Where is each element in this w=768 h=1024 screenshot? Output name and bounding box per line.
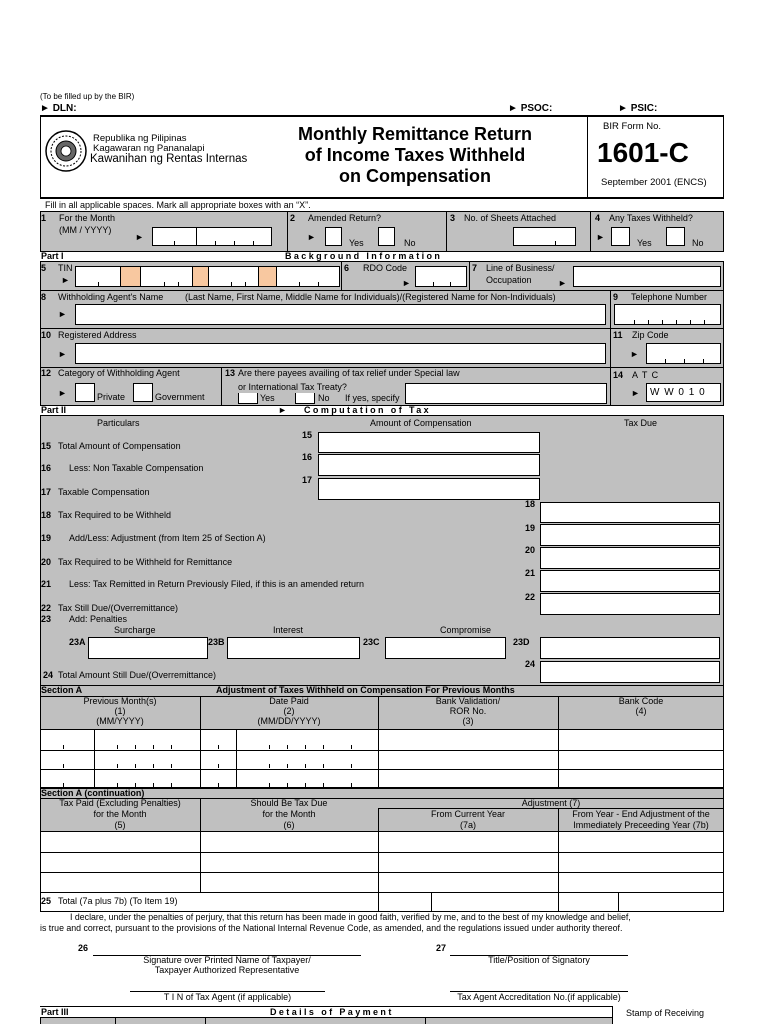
- item-number: 21: [525, 568, 536, 578]
- item19-label: Add/Less: Adjustment (from Item 25 of Section A): [69, 533, 266, 543]
- line-of-business-input[interactable]: [573, 266, 721, 287]
- table-row[interactable]: [40, 833, 724, 852]
- item-number: 20: [525, 545, 536, 555]
- item-number: 8: [41, 292, 47, 302]
- item-number: 5: [41, 263, 47, 273]
- table-row[interactable]: [40, 873, 724, 892]
- item-number: 23B: [208, 637, 225, 647]
- part1-title: Background Information: [285, 251, 443, 261]
- arrow-right-icon: ►: [278, 405, 290, 415]
- col5-subheader: for the Month: [93, 809, 147, 819]
- compromise-label: Compromise: [440, 625, 492, 635]
- item-number: 3: [450, 213, 456, 223]
- item-number: 16: [41, 463, 52, 473]
- arrow-right-icon: ►: [307, 232, 316, 242]
- if-yes-label: If yes, specify: [345, 393, 400, 403]
- agent-name-note: (Last Name, First Name, Middle Name for Individuals)/(Registered Name for Non-Individuals): [185, 292, 556, 302]
- sheets-attached-input[interactable]: [513, 227, 576, 246]
- agency-line2: Kagawaran ng Pananalapi: [93, 143, 205, 154]
- col4-header: Bank Code: [618, 696, 664, 706]
- compromise-input[interactable]: [385, 637, 506, 659]
- item15-label: Total Amount of Compensation: [58, 441, 181, 451]
- title-position-label: Title/Position of Signatory: [488, 955, 590, 965]
- arrow-right-icon: ►: [596, 232, 605, 242]
- item-number: 23: [41, 614, 52, 624]
- private-checkbox[interactable]: [75, 383, 95, 402]
- arrow-right-icon: ►: [508, 103, 518, 114]
- part2-title: [278, 406, 431, 415]
- item21-label: Less: Tax Remitted in Return Previously Filed, if this is an amended return: [69, 579, 364, 589]
- col6-subheader: for the Month: [262, 809, 316, 819]
- item-number: 14: [613, 370, 624, 380]
- col1-number: (1): [114, 706, 126, 716]
- item-number: 1: [41, 213, 47, 223]
- col4-number: (4): [635, 706, 647, 716]
- part1-label: Part I: [41, 251, 64, 261]
- arrow-right-icon: ►: [58, 349, 67, 359]
- interest-input[interactable]: [227, 637, 360, 659]
- col3-header: Bank Validation/: [435, 696, 501, 706]
- item18-label: Tax Required to be Withheld: [58, 510, 172, 520]
- item-number: 17: [302, 475, 313, 485]
- part3-title: Details of Payment: [270, 1007, 394, 1017]
- item-number: 12: [41, 368, 52, 378]
- yes-label: Yes: [260, 393, 275, 403]
- stamp-label: Stamp of Receiving: [626, 1008, 705, 1018]
- taxes-no-checkbox[interactable]: [666, 227, 685, 246]
- psoc-label: [508, 104, 552, 114]
- item-number: 23A: [69, 637, 86, 647]
- agency-line3: Kawanihan ng Rentas Internas: [90, 153, 248, 165]
- form-title-line1: Monthly Remittance Return: [297, 124, 533, 144]
- item-number: 15: [302, 430, 313, 440]
- item-number: 20: [41, 557, 52, 567]
- item-number: 18: [41, 510, 52, 520]
- item-number: 22: [525, 592, 536, 602]
- arrow-right-icon: ►: [402, 278, 411, 288]
- agency-line1: Republika ng Pilipinas: [93, 133, 187, 144]
- col7b-header: From Year - End Adjustment of the: [572, 809, 710, 819]
- item-number: 15: [41, 441, 52, 451]
- section-a-label: Section A: [41, 685, 83, 695]
- relief-no-checkbox[interactable]: [295, 393, 315, 404]
- item-number: 11: [613, 330, 623, 340]
- tax-due-header: Tax Due: [624, 418, 658, 428]
- arrow-right-icon: ►: [135, 232, 144, 242]
- col2-number: (2): [283, 706, 295, 716]
- psic-text: PSIC:: [630, 103, 658, 114]
- private-label: Private: [97, 392, 126, 402]
- tax-agent-tin-label: T I N of Tax Agent (if applicable): [163, 992, 292, 1002]
- col6-header: Should Be Tax Due: [250, 798, 328, 808]
- part2-label: Part II: [41, 405, 67, 415]
- col7a-header: From Current Year: [430, 809, 506, 819]
- government-label: Government: [155, 392, 205, 402]
- mm-yyyy-label: (MM / YYYY): [59, 225, 112, 235]
- psoc-text: PSOC:: [520, 103, 553, 114]
- category-label: Category of Withholding Agent: [58, 368, 180, 378]
- col6-number: (6): [283, 820, 295, 830]
- line-business-label: Line of Business/: [486, 263, 555, 273]
- any-taxes-label: Any Taxes Withheld?: [609, 213, 693, 223]
- section-a-cont-label: Section A (continuation): [41, 788, 145, 798]
- form-title-line2: of Income Taxes Withheld: [304, 145, 526, 165]
- occupation-label: Occupation: [486, 275, 532, 285]
- arrow-right-icon: ►: [58, 309, 67, 319]
- item-number: 24: [525, 659, 536, 669]
- arrow-right-icon: ►: [58, 388, 67, 398]
- surcharge-label: Surcharge: [114, 625, 156, 635]
- item-number: 22: [41, 603, 52, 613]
- atc-value: W W 0 1 0: [650, 387, 706, 398]
- government-checkbox[interactable]: [133, 383, 153, 402]
- arrow-right-icon: ►: [558, 278, 567, 288]
- tax-previously-remitted-input[interactable]: [540, 570, 720, 592]
- tin-label: TIN: [58, 263, 73, 273]
- total-7b-input[interactable]: [619, 893, 723, 912]
- total25-label: Total (7a plus 7b) (To Item 19): [58, 896, 178, 906]
- item-number: 18: [525, 499, 536, 509]
- item-number: 9: [613, 292, 619, 302]
- title-position-field[interactable]: [450, 940, 628, 955]
- telephone-label: Telephone Number: [631, 292, 708, 302]
- signature-label-line1: Signature over Printed Name of Taxpayer/: [143, 955, 311, 965]
- total-amount-due-input[interactable]: [540, 661, 720, 683]
- declaration-line1: I declare, under the penalties of perjury, that this return has been made in good faith, verified by me, and to the best of my knowledge and belief,: [70, 912, 631, 922]
- col7a-number: (7a): [459, 820, 476, 830]
- taxes-yes-checkbox[interactable]: [611, 227, 630, 246]
- amount-compensation-header: Amount of Compensation: [370, 418, 472, 428]
- relief-specify-input[interactable]: [405, 383, 607, 404]
- item-number: 23C: [363, 637, 380, 647]
- item-number: 4: [595, 213, 601, 223]
- total-compensation-input[interactable]: [318, 432, 540, 453]
- adjustment-input[interactable]: [540, 524, 720, 546]
- signature-field[interactable]: [93, 940, 361, 955]
- bir-seal-icon: [45, 130, 87, 172]
- address-label: Registered Address: [58, 330, 137, 340]
- total-7a-input[interactable]: [432, 893, 618, 912]
- total-due-label: Total Amount Still Due/(Overremittance): [58, 670, 217, 680]
- adjustment-header: Adjustment (7): [521, 798, 581, 808]
- item-number: 16: [302, 452, 313, 462]
- no-label: No: [692, 238, 704, 248]
- item-number: 10: [41, 330, 52, 340]
- item-number: 19: [525, 523, 536, 533]
- instructions: Fill in all applicable spaces. Mark all appropriate boxes with an “X”.: [45, 200, 311, 210]
- item-number: 13: [225, 368, 236, 378]
- table-row[interactable]: [40, 853, 724, 872]
- dln-label: [40, 104, 77, 114]
- tax-agent-tin-field[interactable]: [130, 978, 325, 991]
- arrow-right-icon: ►: [631, 388, 640, 398]
- rdo-label: RDO Code: [363, 263, 408, 273]
- relief-question-line1: Are there payees availing of tax relief under Special law: [238, 368, 460, 378]
- amended-no-checkbox[interactable]: [378, 227, 395, 246]
- col5-header: Tax Paid (Excluding Penalties): [59, 798, 181, 808]
- item20-label: Tax Required to be Withheld for Remittance: [58, 557, 233, 567]
- item-number: 17: [41, 487, 52, 497]
- item-number: 25: [41, 896, 52, 906]
- col7b-number: Immediately Preceeding Year (7b): [573, 820, 709, 830]
- accreditation-label: Tax Agent Accreditation No.(if applicable): [457, 992, 621, 1002]
- dln-text: DLN:: [52, 103, 77, 114]
- relief-yes-checkbox[interactable]: [238, 393, 258, 404]
- col2-header: Date Paid: [269, 696, 309, 706]
- amended-yes-checkbox[interactable]: [325, 227, 342, 246]
- part3-label: Part III: [41, 1007, 69, 1017]
- item-number: 6: [344, 263, 350, 273]
- interest-label: Interest: [273, 625, 304, 635]
- taxable-compensation-input[interactable]: [318, 478, 540, 500]
- atc-label: A T C: [632, 370, 660, 380]
- signature-label-line2: Taxpayer Authorized Representative: [154, 965, 300, 975]
- arrow-right-icon: ►: [630, 349, 639, 359]
- col5-number: (5): [114, 820, 126, 830]
- form-number: 1601-C: [597, 137, 689, 168]
- form-date: September 2001 (ENCS): [601, 177, 707, 188]
- col2-format: (MM/DD/YYYY): [257, 716, 321, 726]
- yes-label: Yes: [637, 238, 652, 248]
- col1-header: Previous Month(s): [83, 696, 157, 706]
- relief-question-line2: or International Tax Treaty?: [238, 382, 347, 392]
- for-month-label: For the Month: [59, 213, 116, 223]
- non-taxable-compensation-input[interactable]: [318, 454, 540, 476]
- declaration-line2: is true and correct, pursuant to the provisions of the National Internal Revenue Code, as amended, and the regulations issued under authority thereof.: [40, 923, 623, 933]
- accreditation-field[interactable]: [450, 978, 628, 991]
- arrow-right-icon: ►: [618, 103, 628, 114]
- item-number: 23D: [513, 637, 530, 647]
- form-no-label: BIR Form No.: [603, 121, 662, 132]
- item22-label: Tax Still Due/(Overremittance): [58, 603, 179, 613]
- yes-label: Yes: [349, 238, 364, 248]
- col3-number: (3): [462, 716, 474, 726]
- arrow-right-icon: ►: [40, 103, 50, 114]
- tax-still-due-input[interactable]: [540, 593, 720, 615]
- item-number: 24: [43, 670, 54, 680]
- item-number: 26: [78, 943, 89, 953]
- psic-label: [618, 104, 657, 114]
- item-number: 27: [436, 943, 447, 953]
- agent-name-label: Withholding Agent's Name: [58, 292, 164, 302]
- part2-title-text: Computation of Tax: [304, 405, 432, 415]
- agent-name-input[interactable]: [75, 304, 606, 325]
- item-number: 7: [472, 263, 478, 273]
- item-number: 21: [41, 579, 52, 589]
- rdo-input[interactable]: [415, 266, 467, 287]
- arrow-right-icon: ►: [61, 275, 70, 285]
- tax-for-remittance-input[interactable]: [540, 547, 720, 569]
- surcharge-input[interactable]: [88, 637, 208, 659]
- sheets-label: No. of Sheets Attached: [464, 213, 557, 223]
- amended-label: Amended Return?: [308, 213, 382, 223]
- particulars-header: Particulars: [97, 418, 140, 428]
- item23-label: Add: Penalties: [69, 614, 128, 624]
- item16-label: Less: Non Taxable Compensation: [69, 463, 204, 473]
- col3-subheader: ROR No.: [449, 706, 487, 716]
- bir-note: (To be filled up by the BIR): [40, 92, 135, 101]
- item-number: 2: [290, 213, 296, 223]
- item17-label: Taxable Compensation: [58, 487, 150, 497]
- form-title-line3: on Compensation: [339, 166, 491, 186]
- zip-label: Zip Code: [632, 330, 669, 340]
- item-number: 19: [41, 533, 52, 543]
- total-penalties-input[interactable]: [540, 637, 720, 659]
- tax-required-withheld-input[interactable]: [540, 502, 720, 523]
- col1-format: (MM/YYYY): [96, 716, 144, 726]
- no-label: No: [404, 238, 416, 248]
- section-a-title: Adjustment of Taxes Withheld on Compensation For Previous Months: [216, 685, 515, 695]
- registered-address-input[interactable]: [75, 343, 606, 364]
- no-label: No: [318, 393, 330, 403]
